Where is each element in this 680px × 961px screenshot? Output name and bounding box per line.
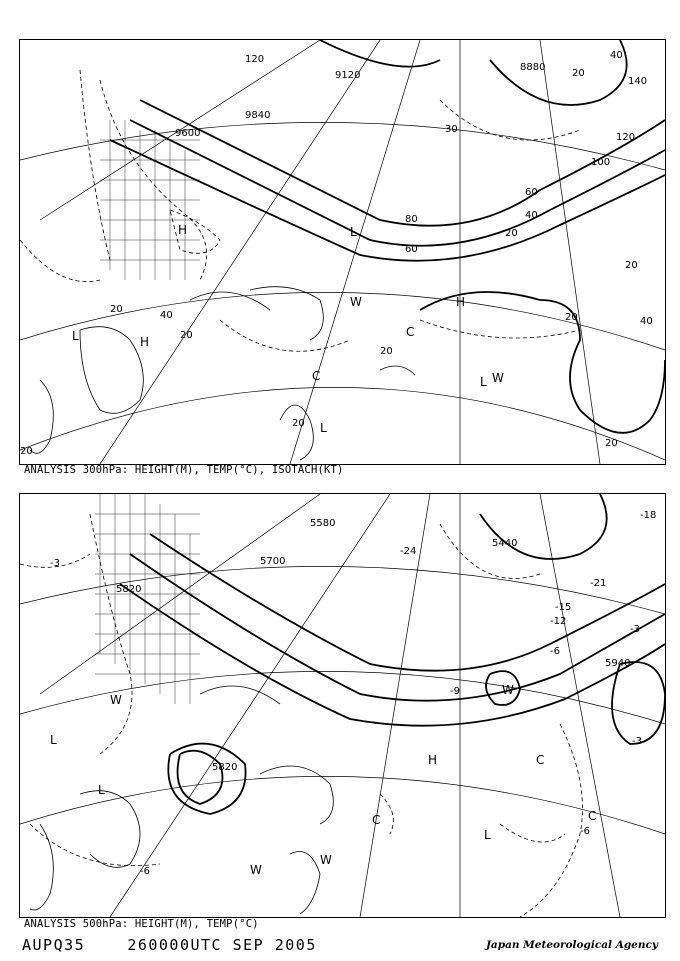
isotach-label: 80 [405,214,418,225]
isotach-label: 20 [380,346,393,357]
isotach-label: 40 [640,316,653,327]
high-pressure-symbol: H [178,223,188,237]
height-label: 5820 [116,584,142,595]
low-pressure-symbol: L [350,225,357,239]
height-label: 5440 [492,538,518,549]
low-pressure-symbol: L [480,375,487,389]
warm-center-symbol: W [250,863,262,877]
isotach-label: 20 [605,438,618,449]
temperature-label: -24 [400,546,417,557]
height-label: 5940 [605,658,631,669]
temperature-label: -3 [50,558,60,569]
isotach-label: 20 [180,330,193,341]
hatched-region [100,120,200,280]
cold-center-symbol: C [372,813,381,827]
isotach-label: 40 [610,50,623,61]
isotach-label: 20 [572,68,585,79]
high-pressure-symbol: H [140,335,150,349]
chart-300hpa [19,39,666,465]
cold-center-symbol: C [588,809,597,823]
isotherm-contours [20,514,583,917]
temperature-label: -3 [630,624,640,635]
bulletin-code: AUPQ35 [22,936,86,954]
coastlines [30,686,333,914]
low-pressure-symbol: L [72,329,79,343]
height-label: 5820 [212,762,238,773]
isotach-label: 20 [505,228,518,239]
warm-center-symbol: W [502,683,514,697]
temperature-label: -18 [640,510,657,521]
temperature-label: -6 [550,646,560,657]
isotach-label: 100 [591,157,611,168]
low-pressure-symbol: L [320,421,327,435]
isotach-label: 60 [525,187,538,198]
cold-center-symbol: C [312,369,321,383]
low-pressure-symbol: L [50,733,57,747]
height-label: 8880 [520,62,546,73]
temperature-label: -3 [632,736,642,747]
chart-500hpa [19,493,666,918]
coastlines [30,287,415,460]
temperature-label: -12 [550,616,567,627]
cold-center-symbol: C [406,325,415,339]
valid-datetime: 260000UTC SEP 2005 [127,936,317,954]
chart-identifier [22,936,317,954]
temperature-label: -15 [555,602,572,613]
isotach-label: 140 [628,76,648,87]
caption-500hpa: ANALYSIS 500hPa: HEIGHT(M), TEMP(°C) [24,918,259,930]
isotach-label: 20 [110,304,123,315]
isotach-label: 20 [20,446,33,457]
warm-center-symbol: W [492,371,504,385]
isotach-label: 40 [525,210,538,221]
isotach-label: 60 [405,244,418,255]
map-300hpa [20,40,665,464]
isotach-label: 20 [565,312,578,323]
temperature-label: -6 [140,866,150,877]
isotach-contours [20,70,580,351]
low-pressure-symbol: L [484,828,491,842]
low-pressure-symbol: L [98,783,105,797]
isotach-label: 120 [616,132,636,143]
height-label: 5580 [310,518,336,529]
temperature-label: -6 [580,826,590,837]
high-pressure-symbol: H [428,753,438,767]
cold-center-symbol: C [536,753,545,767]
temperature-label: -9 [450,686,460,697]
isotach-label: 20 [625,260,638,271]
height-label: 9600 [175,128,201,139]
map-500hpa [20,494,665,917]
caption-300hpa: ANALYSIS 300hPa: HEIGHT(M), TEMP(°C), ISOTACH(KT) [24,464,344,476]
high-pressure-symbol: H [456,295,466,309]
isotach-label: 20 [292,418,305,429]
height-label: 9120 [335,70,361,81]
height-label: 5700 [260,556,286,567]
isotach-label: 40 [160,310,173,321]
temperature-label: -21 [590,578,607,589]
warm-center-symbol: W [350,295,362,309]
height-contours [120,494,665,814]
hatched-region [95,494,200,704]
warm-center-symbol: W [110,693,122,707]
warm-center-symbol: W [320,853,332,867]
height-label: 9840 [245,110,271,121]
isotach-label: 120 [245,54,265,65]
isotach-label: 30 [445,124,458,135]
agency-credit: Japan Meteorological Agency [485,939,658,951]
latlon-grid [20,40,665,464]
height-contours [110,40,665,433]
